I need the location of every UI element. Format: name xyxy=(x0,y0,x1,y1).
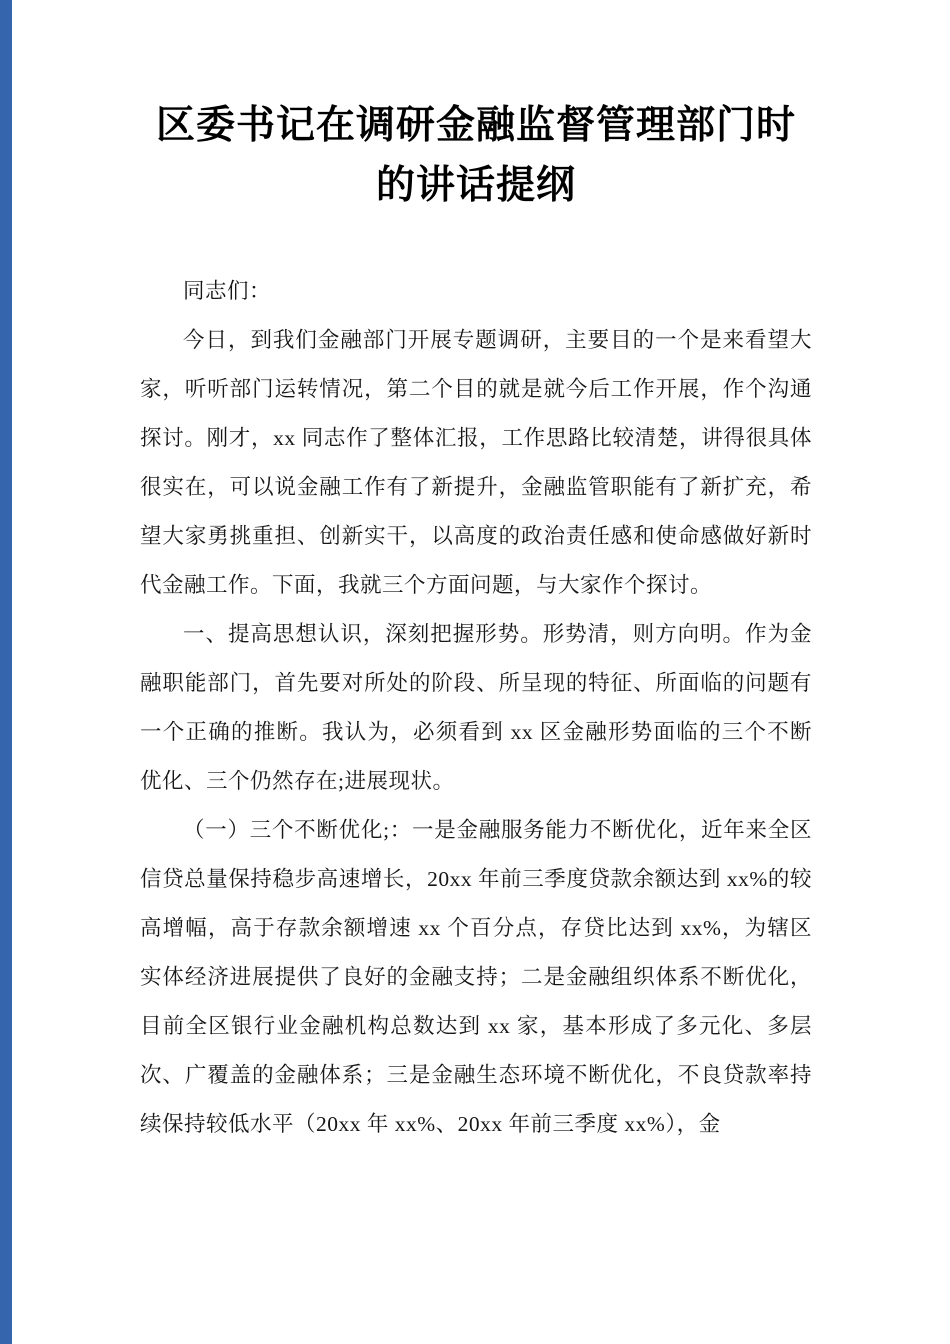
document-page xyxy=(140,96,812,1149)
body-paragraph-section-one: 一、提高思想认识，深刻把握形势。形势清，则方向明。作为金融职能部门，首先要对所处的阶段、所呈现的特征、所面临的问题有一个正确的推断。我认为，必须看到 xx 区金融形势面临的三个不断优化、三个仍然存在;进展现状。 xyxy=(140,621,812,793)
body-paragraph-subsection-one: （一）三个不断优化;：一是金融服务能力不断优化，近年来全区信贷总量保持稳步高速增长，20xx 年前三季度贷款余额达到 xx%的较高增幅，高于存款余额增速 xx 个百分点，存贷比达到 xx%，为辖区实体经济进展提供了良好的金融支持；二是金融组织体系不断优化，目前全区银行业金融机构总数达到 xx 家，基本形成了多元化、多层次、广覆盖的金融体系；三是金融生态环境不断优化，不良贷款率持续保持较低水平（20xx 年 xx%、20xx 年前三季度 xx%），金 xyxy=(140,817,812,1136)
body-paragraph-intro: 今日，到我们金融部门开展专题调研，主要目的一个是来看望大家，听听部门运转情况，第二个目的就是就今后工作开展，作个沟通探讨。刚才，xx 同志作了整体汇报，工作思路比较清楚，讲得很具体很实在，可以说金融工作有了新提升，金融监管职能有了新扩充，希望大家勇挑重担、创新实干，以高度的政治责任感和使命感做好新时代金融工作。下面，我就三个方面问题，与大家作个探讨。 xyxy=(140,327,812,597)
left-edge-bar xyxy=(0,0,12,1344)
salutation-paragraph: 同志们： xyxy=(183,278,272,303)
document-title: 区委书记在调研金融监督管理部门时的讲话提纲 xyxy=(155,104,796,208)
